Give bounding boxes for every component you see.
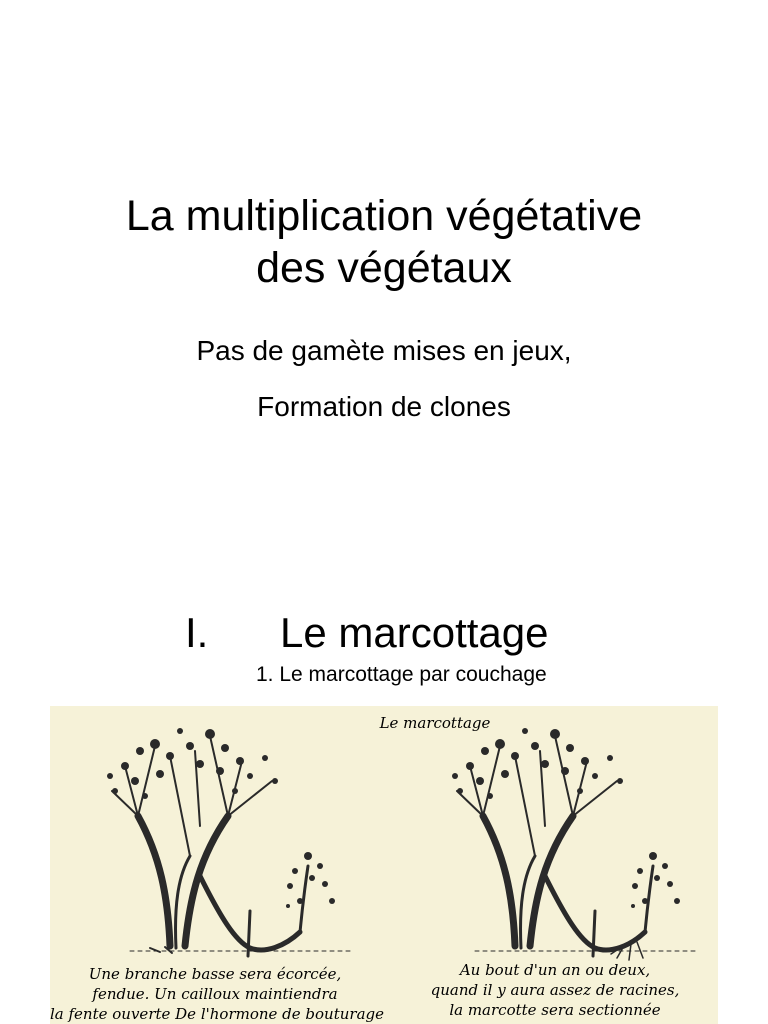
section-label: Le marcottage bbox=[280, 609, 549, 656]
caption-right-line-1: Au bout d'un an ou deux, bbox=[459, 961, 651, 979]
tree-left-drawing bbox=[107, 728, 350, 956]
slide-title bbox=[0, 190, 768, 294]
slide-subtitle-line-2: Formation de clones bbox=[257, 391, 511, 422]
caption-right-line-3: la marcotte sera sectionnée bbox=[449, 1001, 661, 1019]
illustration-title: Le marcottage bbox=[379, 714, 491, 732]
tree-right-drawing bbox=[452, 728, 695, 960]
slide-subtitle-line-1: Pas de gamète mises en jeux, bbox=[196, 335, 572, 366]
caption-right-line-2: quand il y aura assez de racines, bbox=[430, 981, 680, 999]
caption-left-line-1: Une branche basse sera écorcée, bbox=[88, 965, 342, 983]
slide-title-line-2: des végétaux bbox=[256, 244, 512, 292]
caption-left-line-2: fendue. Un cailloux maintiendra bbox=[92, 985, 338, 1003]
slide-subtitle bbox=[0, 334, 768, 446]
section-number: I. bbox=[185, 609, 209, 656]
caption-left bbox=[50, 964, 384, 1024]
caption-right bbox=[390, 960, 718, 1020]
slide-title-line-1: La multiplication végétative bbox=[125, 192, 643, 240]
layering-illustration bbox=[50, 706, 718, 1024]
subsection-heading: 1. Le marcottage par couchage bbox=[256, 663, 547, 686]
caption-left-line-3: la fente ouverte De l'hormone de bouturage bbox=[50, 1005, 384, 1023]
